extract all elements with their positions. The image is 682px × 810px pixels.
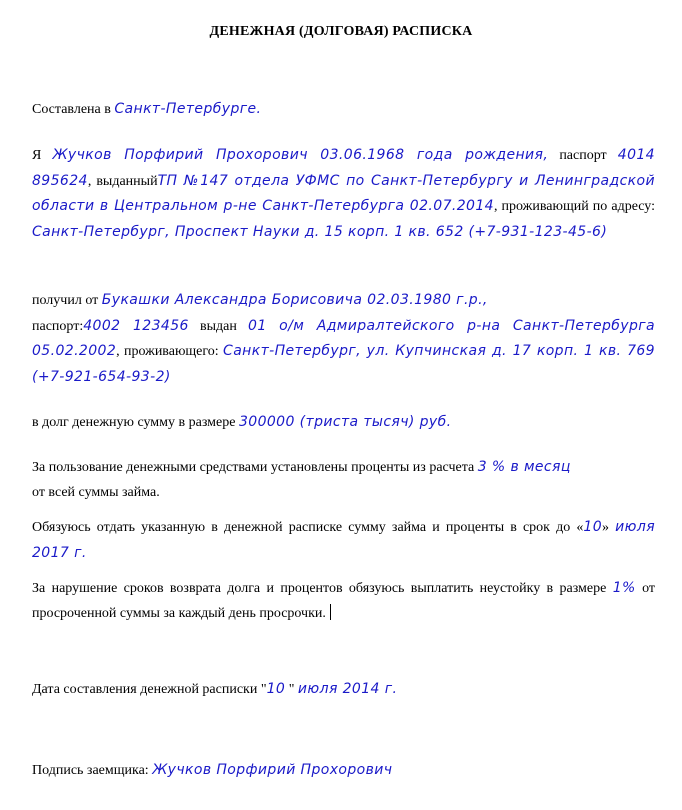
date-close-quote: " (288, 682, 295, 697)
amount-label: в долг денежную сумму в размере (32, 415, 236, 430)
date-day: 10 (266, 681, 286, 697)
borrower-passport: 4014 895624 (32, 147, 655, 189)
lender-address: Санкт-Петербург, ул. Купчинская д. 17 корп. 1 кв. 769 (+7-921-654-93-2) (32, 343, 655, 385)
borrower-issued-by: ТП №147 отдела УФМС по Санкт-Петербургу и Ленинградской области в Центральном р-не Санкт-Петербурга 02.07.2014 (32, 172, 655, 214)
repay-month-year: июля 2017 г. (32, 519, 656, 561)
place-paragraph (32, 97, 655, 123)
borrower-paragraph (32, 143, 655, 245)
borrower-address: Санкт-Петербург, Проспект Науки д. 15 корп. 1 кв. 652 (+7-931-123-45-6) (32, 223, 608, 240)
borrower-name-dob: Жучков Порфирий Прохорович 03.06.1968 года рождения, (52, 147, 549, 163)
lender-issued-by: 01 о/м Адмиралтейского р-на Санкт-Петербурга 05.02.2002 (32, 317, 655, 359)
borrower-address-label: , проживающий по адресу: (493, 199, 655, 214)
amount-value: 300000 (триста тысяч) руб. (238, 414, 452, 430)
borrower-passport-label: паспорт (559, 148, 607, 163)
signature-name: Жучков Порфирий Прохорович (152, 762, 393, 778)
signature-label: Подпись заемщика: (32, 763, 149, 778)
lender-address-label: , проживающего: (116, 344, 219, 359)
amount-paragraph (32, 410, 655, 436)
borrower-issued-label: , выданный (87, 173, 158, 189)
interest-label: За пользование денежными средствами установлены проценты из расчета (32, 460, 475, 475)
interest-value: 3 % в месяц (477, 459, 571, 475)
lender-paragraph (32, 288, 655, 390)
penalty-text: За нарушение сроков возврата долга и процентов обязуюсь выплатить неустойку в размере (32, 581, 607, 596)
borrower-intro: Я (32, 148, 42, 163)
penalty-value: 1% (612, 580, 636, 596)
date-month-year: июля 2014 г. (297, 681, 398, 697)
penalty-tail: от просроченной суммы за каждый день просрочки. (32, 581, 656, 621)
lender-passport-label: паспорт: (32, 318, 84, 334)
interest-paragraph (32, 455, 655, 505)
repay-day: 10 (583, 519, 603, 535)
document-title: ДЕНЕЖНАЯ (ДОЛГОВАЯ) РАСПИСКА (209, 24, 473, 39)
repay-paragraph (32, 515, 655, 566)
place-city: Санкт-Петербурге. (114, 101, 262, 117)
penalty-paragraph (32, 576, 655, 626)
interest-tail: от всей суммы займа. (32, 484, 160, 500)
text-cursor (330, 604, 331, 620)
lender-issued-label: выдан (200, 318, 237, 334)
repay-text: Обязуюсь отдать указанную в денежной расписке сумму займа и проценты в срок до (32, 520, 571, 535)
repay-close-quote: » (602, 520, 610, 535)
signature-paragraph (32, 758, 655, 784)
lender-received-label: получил от (32, 293, 99, 308)
place-label: Составлена в (32, 102, 111, 117)
date-open-quote: " (260, 682, 267, 697)
lender-name-dob: Букашки Александра Борисовича 02.03.1980 г.р., (101, 292, 488, 308)
repay-open-quote: « (576, 520, 584, 535)
date-paragraph (32, 677, 655, 703)
date-label: Дата составления денежной расписки (32, 682, 258, 697)
lender-passport: 4002 123456 (83, 317, 189, 334)
